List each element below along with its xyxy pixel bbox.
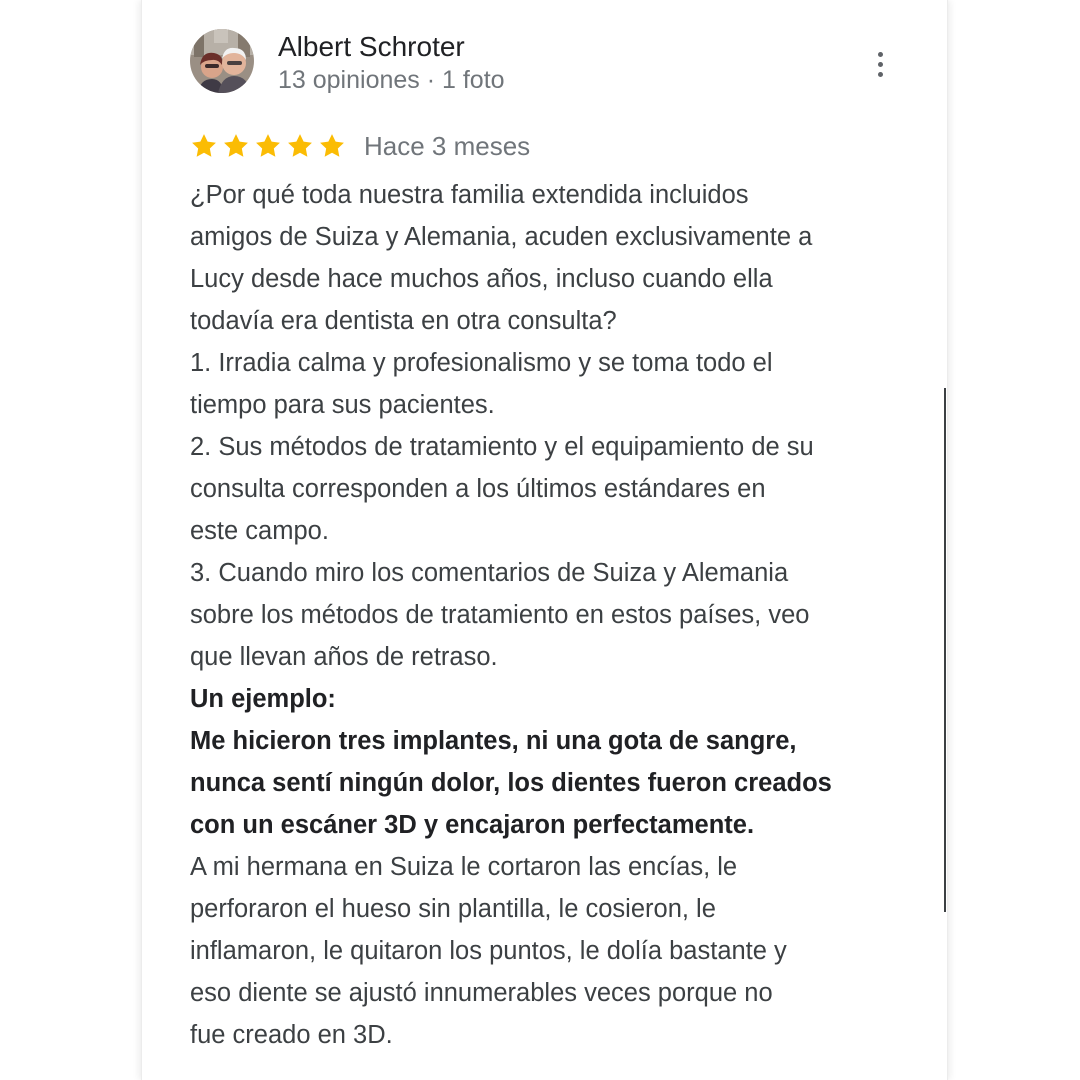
star-icon [318, 132, 346, 160]
review-card [141, 0, 948, 1080]
review-paragraph: 1. Irradia calma y profesionalismo y se toma todo el tiempo para sus pacientes. [190, 349, 773, 419]
review-paragraph: A mi hermana en Suiza le cortaron las encías, le perforaron el hueso sin plantilla, le cosieron, le inflamaron, le quitaron los puntos, le dolía bastante y eso diente se ajustó innumerables veces porque no fue creado en 3D. [190, 853, 787, 1049]
author-name[interactable]: Albert Schroter [278, 31, 465, 62]
avatar-photo [190, 29, 254, 93]
author-avatar[interactable] [190, 29, 254, 93]
star-icon [254, 132, 282, 160]
review-text [190, 174, 910, 1056]
author-meta: 13 opiniones · 1 foto [278, 66, 505, 94]
review-paragraph: 3. Cuando miro los comentarios de Suiza y Alemania sobre los métodos de tratamiento en estos países, veo que llevan años de retraso. [190, 559, 810, 671]
review-time: Hace 3 meses [364, 130, 531, 161]
more-vert-icon [878, 52, 883, 57]
more-options-button[interactable] [864, 46, 896, 82]
review-paragraph: Un ejemplo: [190, 685, 336, 713]
star-icon [286, 132, 314, 160]
star-rating [190, 132, 346, 160]
rating-row [190, 128, 530, 164]
star-icon [222, 132, 250, 160]
star-icon [190, 132, 218, 160]
review-paragraph: ¿Por qué toda nuestra familia extendida incluidos amigos de Suiza y Alemania, acuden exclusivamente a Lucy desde hace muchos años, incluso cuando ella todavía era dentista en otra consulta? [190, 181, 813, 335]
scrollbar[interactable] [944, 388, 946, 912]
review-paragraph: Me hicieron tres implantes, ni una gota de sangre, nunca sentí ningún dolor, los dientes fueron creados con un escáner 3D y encajaron perfectamente. [190, 727, 832, 839]
review-paragraph: 2. Sus métodos de tratamiento y el equipamiento de su consulta corresponden a los últimos estándares en este campo. [190, 433, 814, 545]
